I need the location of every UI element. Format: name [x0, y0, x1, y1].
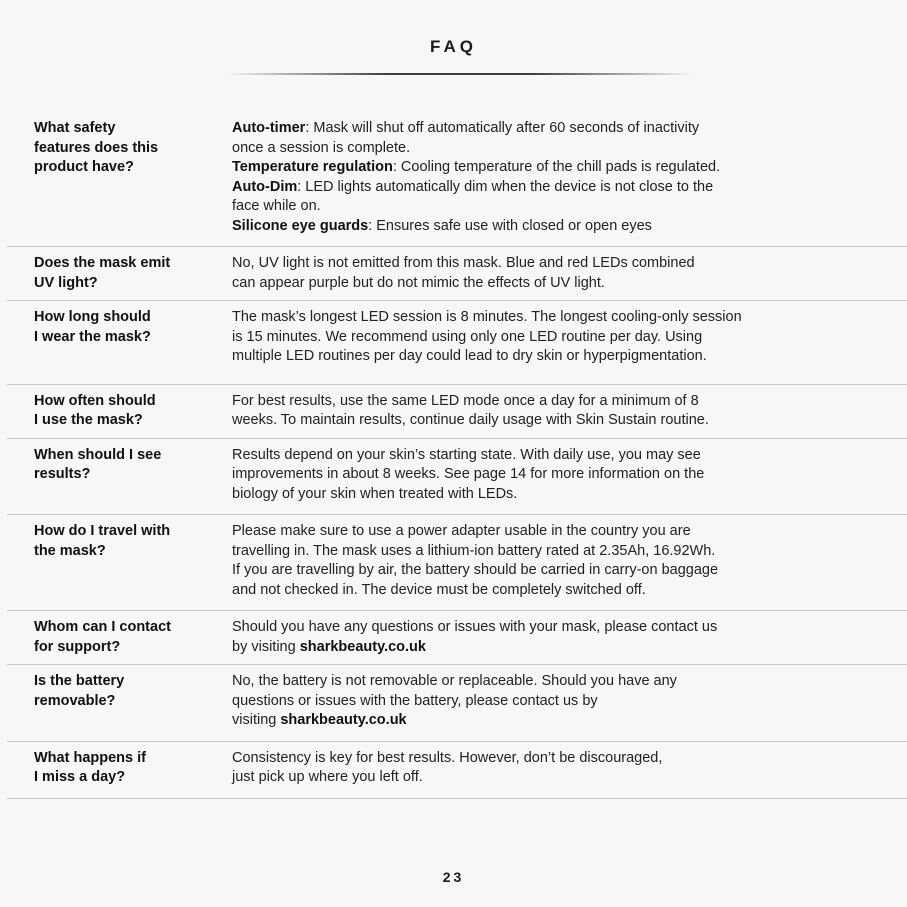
faq-answer [232, 119, 907, 236]
answer-text: The mask’s longest LED session is 8 minutes. The longest cooling-only session [232, 309, 742, 325]
answer-line [232, 522, 897, 542]
answer-line [232, 347, 897, 367]
feature-name: Temperature regulation [232, 159, 393, 175]
question-line: Whom can I contact [34, 619, 171, 635]
faq-table [7, 112, 907, 799]
faq-row [7, 301, 907, 385]
faq-question [7, 392, 232, 431]
answer-text: can appear purple but do not mimic the effects of UV light. [232, 274, 605, 291]
question-line: How long should [34, 309, 151, 325]
answer-text: Please make sure to use a power adapter usable in the country you are [232, 523, 691, 539]
answer-line [232, 217, 897, 237]
answer-text: face while on. [232, 198, 321, 214]
faq-question [7, 119, 232, 236]
question-line: product have? [34, 159, 134, 175]
question-line: removable? [34, 692, 116, 709]
answer-line [232, 392, 897, 412]
answer-line [232, 768, 897, 788]
answer-text: For best results, use the same LED mode once a day for a minimum of 8 [232, 392, 699, 409]
faq-answer [232, 522, 907, 600]
feature-name: Auto-Dim [232, 178, 298, 195]
faq-row [7, 247, 907, 301]
question-line: results? [34, 466, 91, 482]
answer-line [232, 197, 897, 217]
answer-line [232, 542, 897, 562]
question-line: I wear the mask? [34, 328, 151, 345]
faq-question [7, 308, 232, 367]
answer-line [232, 274, 897, 294]
question-line: When should I see [34, 446, 162, 463]
faq-answer [232, 618, 907, 657]
answer-line [232, 485, 897, 505]
page-title: FAQ [430, 37, 477, 56]
answer-line [232, 638, 897, 658]
question-line: Does the mask emit [34, 255, 171, 271]
answer-line [232, 581, 897, 601]
answer-text: Consistency is key for best results. However, don’t be discouraged, [232, 749, 663, 766]
answer-line [232, 561, 897, 581]
answer-line [232, 158, 897, 178]
answer-line [232, 139, 897, 159]
answer-text: : Cooling temperature of the chill pads is regulated. [392, 159, 721, 175]
answer-line [232, 254, 897, 274]
question-line: Is the battery [34, 673, 125, 689]
feature-name: Auto-timer [232, 120, 306, 136]
faq-row [7, 439, 907, 516]
answer-line [232, 308, 897, 328]
question-line: What happens if [34, 749, 146, 766]
answer-text: : Mask will shut off automatically after 60 seconds of inactivity [305, 120, 700, 136]
answer-text: Should you have any questions or issues with your mask, please contact us [232, 619, 718, 635]
faq-answer [232, 749, 907, 788]
answer-text: Results depend on your skin’s starting state. With daily use, you may see [232, 446, 701, 463]
answer-line [232, 672, 897, 692]
answer-line [232, 711, 897, 731]
answer-text: questions or issues with the battery, please contact us by [232, 692, 598, 709]
question-line: How do I travel with [34, 523, 171, 539]
faq-answer [232, 446, 907, 505]
faq-question [7, 618, 232, 657]
answer-text: : LED lights automatically dim when the device is not close to the [297, 178, 714, 195]
support-website-link[interactable]: sharkbeauty.co.uk [280, 712, 407, 728]
answer-text: by visiting [232, 638, 300, 655]
title-divider [225, 73, 695, 75]
answer-line [232, 411, 897, 431]
answer-text: If you are travelling by air, the battery should be carried in carry-on baggage [232, 562, 719, 578]
answer-text: No, the battery is not removable or replaceable. Should you have any [232, 673, 677, 689]
question-line: the mask? [34, 542, 106, 559]
answer-text: No, UV light is not emitted from this mask. Blue and red LEDs combined [232, 255, 695, 271]
answer-line [232, 328, 897, 348]
question-line: What safety [34, 120, 116, 136]
faq-answer [232, 672, 907, 731]
faq-answer [232, 392, 907, 431]
answer-text: and not checked in. The device must be completely switched off. [232, 581, 646, 598]
answer-text: improvements in about 8 weeks. See page 14 for more information on the [232, 466, 705, 482]
question-line: features does this [34, 139, 159, 156]
answer-line [232, 446, 897, 466]
faq-row [7, 112, 907, 247]
faq-question [7, 446, 232, 505]
answer-text: multiple LED routines per day could lead to dry skin or hyperpigmentation. [232, 348, 707, 364]
answer-text: travelling in. The mask uses a lithium-ion battery rated at 2.35Ah, 16.92Wh. [232, 542, 716, 559]
answer-line [232, 618, 897, 638]
question-line: UV light? [34, 274, 98, 291]
answer-line [232, 465, 897, 485]
faq-answer [232, 308, 907, 367]
answer-line [232, 119, 897, 139]
answer-text: : Ensures safe use with closed or open eyes [368, 217, 652, 234]
faq-row [7, 515, 907, 611]
question-line: I use the mask? [34, 412, 143, 428]
answer-line [232, 749, 897, 769]
faq-question [7, 749, 232, 788]
faq-row [7, 742, 907, 799]
answer-text: is 15 minutes. We recommend using only one LED routine per day. Using [232, 328, 703, 345]
faq-row [7, 665, 907, 742]
support-website-link[interactable]: sharkbeauty.co.uk [299, 638, 426, 655]
faq-question [7, 672, 232, 731]
faq-row [7, 385, 907, 439]
answer-line [232, 178, 897, 198]
faq-question [7, 522, 232, 600]
answer-text: once a session is complete. [232, 139, 411, 156]
feature-name: Silicone eye guards [232, 217, 369, 234]
answer-line [232, 692, 897, 712]
answer-text: just pick up where you left off. [232, 769, 423, 785]
answer-text: biology of your skin when treated with LEDs. [232, 485, 518, 502]
page-number: 23 [442, 869, 465, 885]
question-line: I miss a day? [34, 769, 126, 785]
faq-row [7, 611, 907, 665]
question-line: for support? [34, 638, 121, 655]
faq-question [7, 254, 232, 293]
question-line: How often should [34, 392, 156, 409]
answer-text: weeks. To maintain results, continue daily usage with Skin Sustain routine. [232, 412, 709, 428]
answer-text: visiting [232, 712, 281, 728]
faq-answer [232, 254, 907, 293]
